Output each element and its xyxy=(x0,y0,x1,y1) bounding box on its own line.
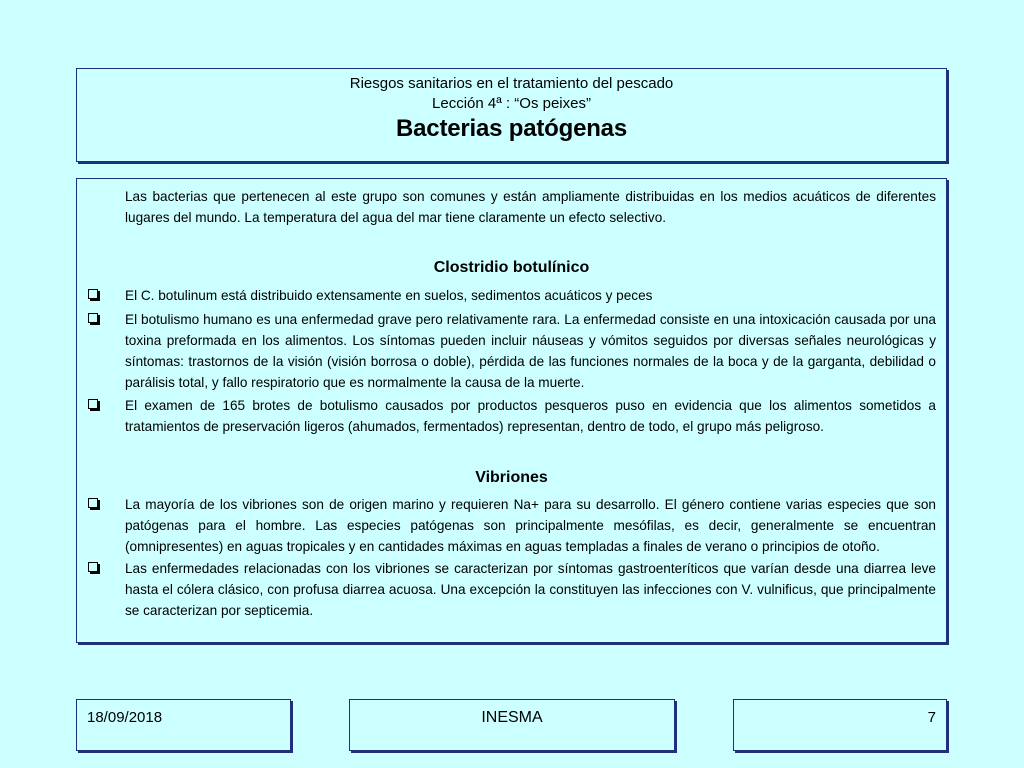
list-item-text: El botulismo humano es una enfermedad grave pero relativamente rara. La enfermedad consiste en una intoxicación causada por una toxina preformada en los alimentos. Los síntomas pueden incluir náuseas y vómitos seguidos por diversas señales neurológicas y síntomas: trastornos de la visión (visión borrosa o doble), pérdida de las funciones normales de la boca y de la garganta, debilidad o parálisis total, y fallo respiratorio que es normalmente la causa de la muerte. xyxy=(125,312,936,390)
footer-date-box xyxy=(76,699,291,751)
list-item xyxy=(125,395,936,437)
title-box xyxy=(76,68,947,162)
list-item xyxy=(125,285,936,306)
list-item-text: La mayoría de los vibriones son de origen marino y requieren Na+ para su desarrollo. El género contiene varias especies que son patógenas para el hombre. Las especies patógenas son principalmente mesófilas, es decir, generalmente se encuentran (omnipresentes) en aguas tropicales y en cantidades máximas en aguas templadas a finales de verano o principios de otoño. xyxy=(125,497,936,554)
list-item xyxy=(125,558,936,621)
list-item-text: El C. botulinum está distribuido extensamente en suelos, sedimentos acuáticos y peces xyxy=(125,288,653,303)
checkbox-bullet-icon xyxy=(88,498,98,508)
section-heading-vibriones: Vibriones xyxy=(475,469,548,486)
checkbox-bullet-icon xyxy=(88,399,98,409)
footer-page-box xyxy=(733,699,947,751)
checkbox-bullet-icon xyxy=(88,562,98,572)
list-item xyxy=(125,494,936,557)
list-item-text: El examen de 165 brotes de botulismo causados por productos pesqueros puso en evidencia que los alimentos sometidos a tratamientos de preservación ligeros (ahumados, fermentados) representan, dentro de todo, el grupo más peligroso. xyxy=(125,398,936,434)
list-item-text: Las enfermedades relacionadas con los vibriones se caracterizan por síntomas gastroenteríticos que varían desde una diarrea leve hasta el cólera clásico, con profusa diarrea acuosa. Una excepción la constituyen las infecciones con V. vulnificus, que principalmente se caracterizan por septicemia. xyxy=(125,561,936,618)
footer-date: 18/09/2018 xyxy=(87,709,163,726)
footer-organization-box xyxy=(349,699,675,751)
slide-title: Bacterias patógenas xyxy=(396,115,627,142)
course-title: Riesgos sanitarios en el tratamiento del pescado xyxy=(349,75,674,92)
content-box xyxy=(76,178,947,643)
section-heading-clostridio: Clostridio botulínico xyxy=(433,259,590,276)
lesson-subtitle: Lección 4ª : “Os peixes” xyxy=(432,95,591,112)
checkbox-bullet-icon xyxy=(88,289,98,299)
page-number: 7 xyxy=(927,709,936,726)
intro-paragraph: Las bacterias que pertenecen al este grupo son comunes y están ampliamente distribuidas en los medios acuáticos de diferentes lugares del mundo. La temperatura del agua del mar tiene claramente un efecto selectivo. xyxy=(125,189,936,225)
checkbox-bullet-icon xyxy=(88,313,98,323)
footer-organization: INESMA xyxy=(481,709,543,726)
list-item xyxy=(125,309,936,393)
